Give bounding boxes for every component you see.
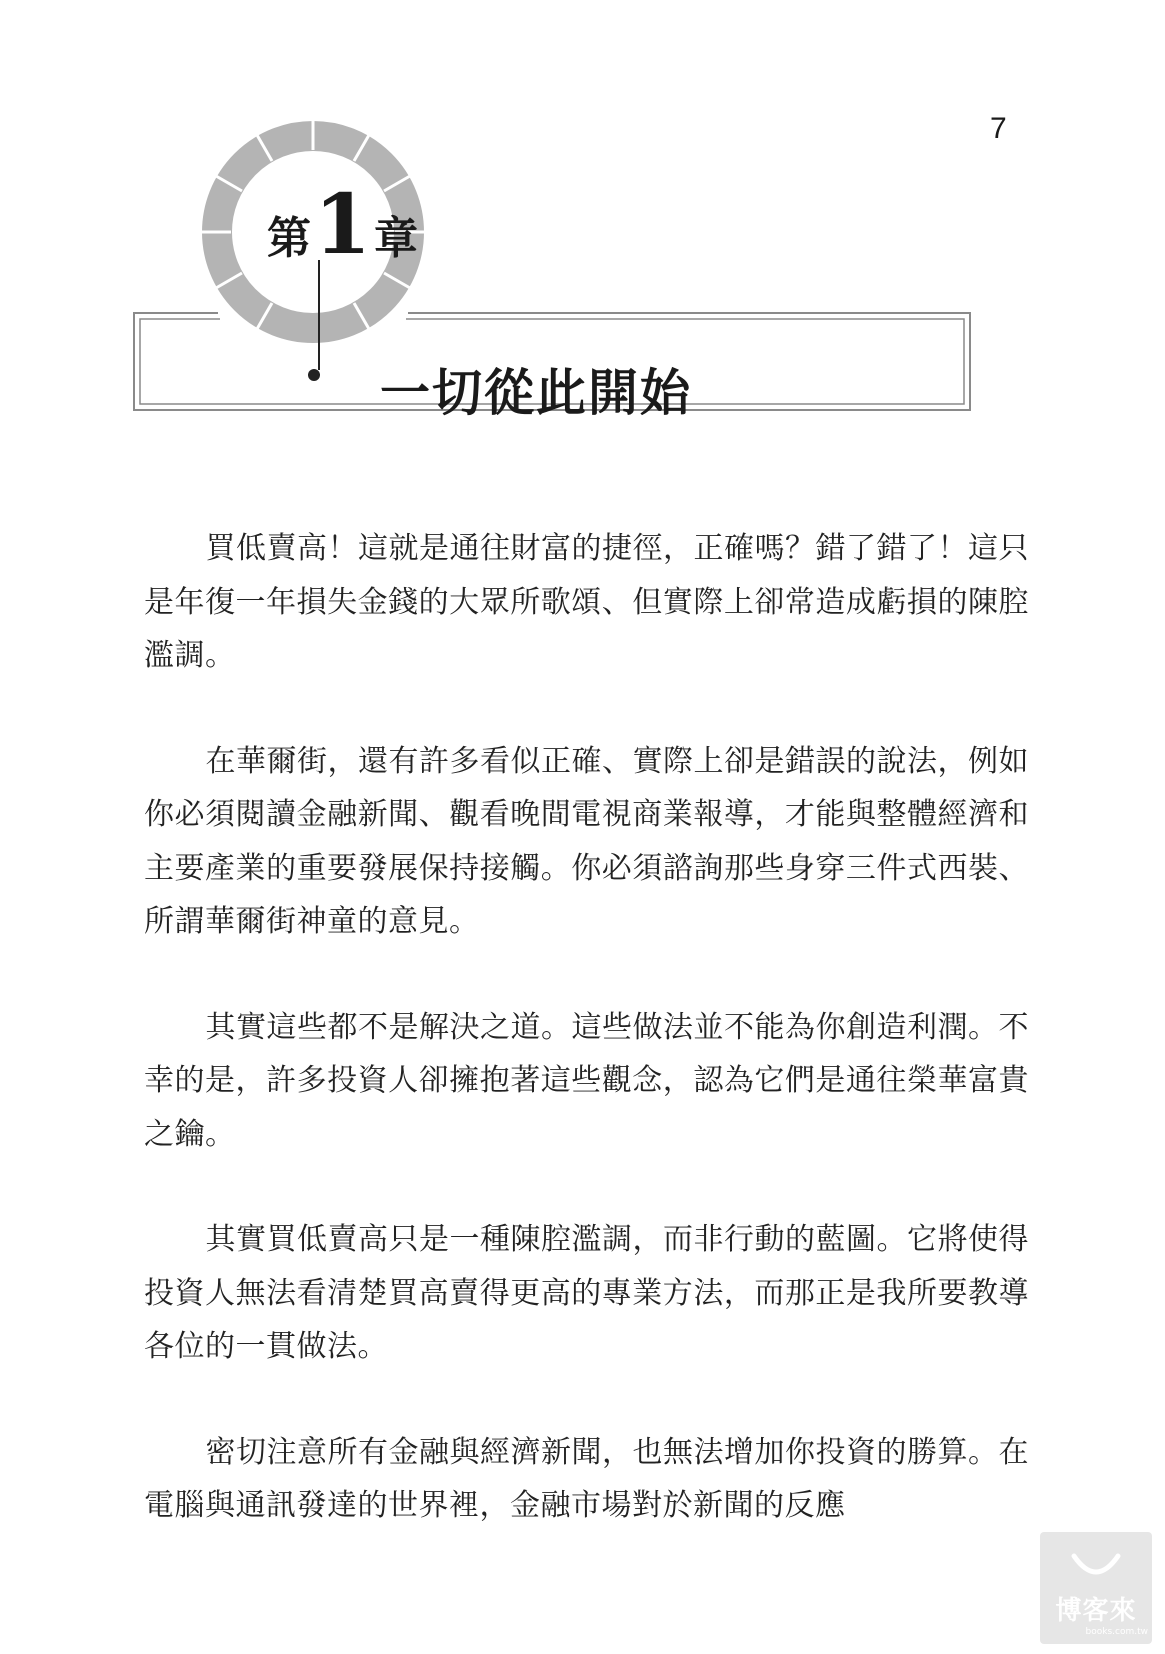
paragraph-1: 買低賣高！這就是通往財富的捷徑，正確嗎？錯了錯了！這只是年復一年損失金錢的大眾所歌頌、但實際上卻常造成虧損的陳腔濫調。: [144, 531, 1029, 673]
chapter-number: 1: [313, 177, 373, 273]
body-text: [144, 522, 1029, 1585]
smile-icon: [1070, 1546, 1122, 1586]
page-number: 7: [990, 112, 1007, 145]
watermark-name: 博客來: [1055, 1596, 1137, 1626]
paragraph-5: 密切注意所有金融與經濟新聞，也無法增加你投資的勝算。在電腦與通訊發達的世界裡，金融市場對於新聞的反應: [144, 1434, 1029, 1523]
watermark-url: books.com.tw: [1085, 1627, 1148, 1637]
chapter-header: [130, 108, 1030, 438]
chapter-label: [250, 177, 436, 284]
paragraph-4: 其實買低賣高只是一種陳腔濫調，而非行動的藍圖。它將使得投資人無法看清楚買高賣得更高的專業方法，而那正是我所要教導各位的一貫做法。: [144, 1222, 1029, 1364]
paragraph-2: 在華爾街，還有許多看似正確、實際上卻是錯誤的說法，例如你必須閱讀金融新聞、觀看晚間電視商業報導，才能與整體經濟和主要產業的重要發展保持接觸。你必須諮詢那些身穿三件式西裝、所謂華爾街神童的意見。: [144, 743, 1029, 939]
paragraph-3: 其實這些都不是解決之道。這些做法並不能為你創造利潤。不幸的是，許多投資人卻擁抱著這些觀念，認為它們是通往榮華富貴之鑰。: [144, 1009, 1029, 1152]
watermark: [1040, 1532, 1152, 1644]
chapter-prefix: 第: [266, 213, 312, 264]
chapter-suffix: 章: [374, 213, 420, 264]
chapter-title: 一切從此開始: [380, 363, 692, 422]
chapter-pointer-dot: [308, 369, 320, 381]
